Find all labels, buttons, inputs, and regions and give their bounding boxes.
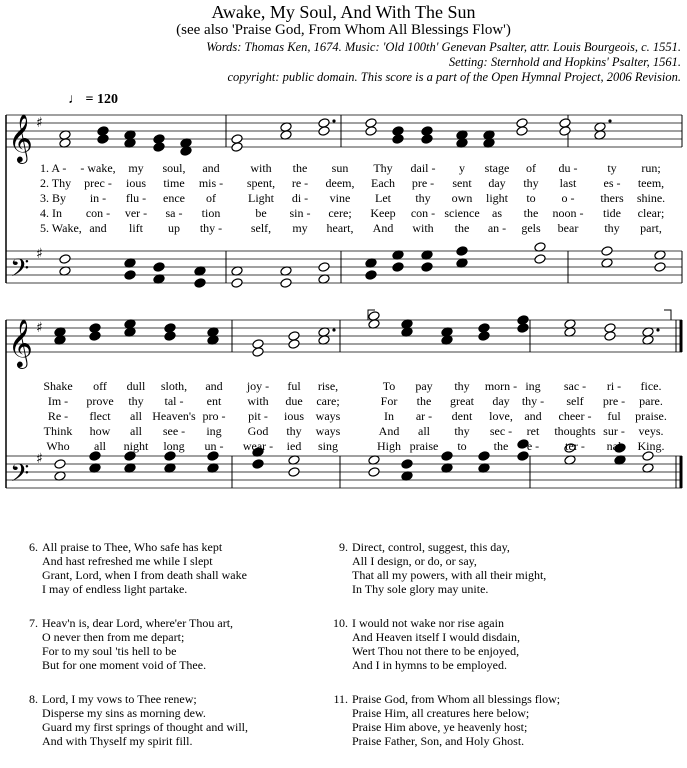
tenor-note (194, 278, 206, 289)
lyric-syllable: tal - (164, 394, 184, 408)
alto-note (153, 142, 165, 153)
lyric-syllable: pre - (411, 176, 435, 190)
verse-line: 8. Lord, I my vows to Thee renew; (14, 692, 334, 706)
lyric-syllable: thoughts (554, 424, 596, 438)
bass-note (318, 262, 330, 273)
alto-note (478, 331, 490, 342)
lyric-syllable: con - (410, 206, 436, 220)
lyric-syllable: and (524, 409, 542, 423)
augmentation-dot (332, 328, 335, 331)
lyric-syllable: see - (162, 424, 186, 438)
key-signature-sharp-icon: ♯ (36, 115, 43, 131)
lyric-syllable: care; (316, 394, 340, 408)
lyric-syllable: the (454, 221, 470, 235)
lyric-syllable: noon - (552, 206, 584, 220)
lyric-syllable: thers (600, 191, 624, 205)
lyric-syllable: 1. A - (40, 161, 67, 175)
verse-line: And Heaven itself I would disdain, (352, 630, 520, 644)
lyric-syllable: to (526, 191, 536, 205)
bass-note (478, 451, 490, 462)
lyric-syllable: sun (331, 161, 349, 175)
bass-note (153, 262, 165, 273)
lyric-syllable: pre - (602, 394, 626, 408)
credit-words-music: Words: Thomas Ken, 1674. Music: 'Old 100th' Genevan Psalter, attr. Louis Bourgeois, c. 1551. (206, 40, 681, 54)
lyric-syllable: heart, (326, 221, 354, 235)
alto-note (516, 126, 528, 137)
verse-number: 6. (29, 540, 38, 554)
alto-note (89, 331, 101, 342)
lyric-syllable: deem, (325, 176, 355, 190)
lyric-syllable: bear (557, 221, 579, 235)
lyric-syllable: es - (603, 176, 621, 190)
verse-line: All I design, or do, or say, (352, 554, 477, 568)
lyric-syllable: day (492, 394, 510, 408)
lyric-syllable: and (89, 221, 107, 235)
lyric-syllable: du - (558, 161, 578, 175)
verse-line: Grant, Lord, when I from death shall wake (42, 568, 247, 582)
lyric-syllable: ar - (415, 409, 433, 423)
lyric-syllable: all (130, 409, 142, 423)
verse-line: Praise Him, all creatures here below; (352, 706, 530, 720)
lyric-syllable: un - (204, 439, 224, 453)
lyric-syllable: vine (329, 191, 351, 205)
lyric-syllable: ways (315, 409, 341, 423)
lyrics-system-2 (43, 379, 666, 453)
hymn-subtitle: (see also 'Praise God, From Whom All Blessings Flow') (176, 22, 511, 38)
tenor-note (252, 459, 264, 470)
verse-line: And I in hymns to be employed. (352, 658, 507, 672)
lyric-syllable: and (205, 379, 223, 393)
lyric-syllable: teem, (637, 176, 665, 190)
repeat-bracket-right (664, 310, 671, 320)
lyric-syllable: of (206, 191, 216, 205)
lyric-syllable: thy (128, 394, 144, 408)
lyric-syllable: veys. (638, 424, 664, 438)
lyric-syllable: due (285, 394, 303, 408)
bass-note (54, 459, 66, 470)
lyric-syllable: the (493, 439, 509, 453)
lyric-syllable: thy (523, 176, 539, 190)
lyric-syllable: And (378, 424, 400, 438)
verse-line: Praise Him above, ye heavenly host; (352, 720, 528, 734)
verse-line: Praise Father, Son, and Holy Ghost. (352, 734, 525, 748)
key-signature-sharp-icon: ♯ (36, 246, 43, 262)
lyric-syllable: sing (317, 439, 339, 453)
lyric-syllable: Im - (47, 394, 69, 408)
lyric-syllable: light (485, 191, 509, 205)
lyric-syllable: and (202, 161, 220, 175)
verse-line: That all my powers, with all their might, (352, 568, 547, 582)
lyric-syllable: prec - (84, 176, 112, 190)
lyric-syllable: in - (89, 191, 107, 205)
tenor-note (280, 278, 292, 289)
verse-line: In Thy sole glory may unite. (352, 582, 489, 596)
lyric-syllable: part, (640, 221, 662, 235)
lyric-syllable: ways (315, 424, 341, 438)
lyric-syllable: ing (206, 424, 222, 438)
lyric-syllable: spent, (246, 176, 276, 190)
lyric-syllable: all (418, 424, 430, 438)
lyric-syllable: all (130, 424, 142, 438)
lyric-syllable: thy (415, 191, 431, 205)
lyric-syllable: tion (201, 206, 221, 220)
lyric-syllable: sec - (489, 424, 513, 438)
lyric-syllable: pay (415, 379, 433, 393)
lyric-syllable: di - (291, 191, 309, 205)
lyric-syllable: with (412, 221, 434, 235)
lyric-syllable: science (444, 206, 480, 220)
bass-note (601, 246, 613, 257)
tempo-value: = 120 (85, 92, 118, 107)
tenor-note (534, 254, 546, 265)
lyric-syllable: gels (521, 221, 541, 235)
verse-stanza (324, 540, 674, 596)
lyric-syllable: up (168, 221, 180, 235)
lyric-syllable: tide (603, 206, 621, 220)
lyric-syllable: of (526, 161, 536, 175)
lyric-syllable: Thy (373, 161, 393, 175)
treble-clef-icon: 𝄞 (8, 318, 33, 367)
lyric-syllable: stage (484, 161, 510, 175)
lyric-syllable: And (372, 221, 394, 235)
lyric-syllable: day (488, 176, 506, 190)
bass-clef-icon: 𝄢 (10, 254, 30, 289)
lyric-syllable: sac - (563, 379, 587, 393)
lyric-syllable: flu - (125, 191, 147, 205)
credit-copyright: copyright: public domain. This score is a part of the Open Hymnal Project, 2006 Revision. (227, 70, 681, 84)
verses-right-column (324, 540, 674, 768)
lyric-syllable: con - (85, 206, 111, 220)
tenor-note (288, 467, 300, 478)
verse-line: 9. Direct, control, suggest, this day, (324, 540, 674, 554)
lyric-syllable: love, (489, 409, 513, 423)
lyric-syllable: ter - (565, 439, 585, 453)
lyric-syllable: thy (286, 424, 302, 438)
alto-note (252, 347, 264, 358)
lyric-syllable: High (377, 439, 401, 453)
lyric-syllable: with (250, 161, 272, 175)
lyric-syllable: ful (287, 379, 301, 393)
lyric-syllable: Heaven's (152, 409, 196, 423)
lyric-syllable: To (382, 379, 396, 393)
alto-note (365, 126, 377, 137)
alto-note (318, 126, 330, 137)
verse-stanza (324, 692, 674, 748)
hymn-title: Awake, My Soul, And With The Sun (211, 2, 476, 22)
alto-note (231, 142, 243, 153)
lyric-syllable: praise (409, 439, 439, 453)
lyric-syllable: Re - (47, 409, 69, 423)
verse-stanza (324, 616, 674, 672)
lyric-syllable: ful (607, 409, 621, 423)
lyric-syllable: off (93, 379, 107, 393)
lyric-syllable: as (492, 206, 502, 220)
lyric-syllable: Who (46, 439, 70, 453)
lyric-syllable: King. (637, 439, 665, 453)
lyric-syllable: long (163, 439, 185, 453)
lyric-syllable: God (247, 424, 269, 438)
lyric-syllable: the (416, 394, 432, 408)
lyric-syllable: ver - (124, 206, 148, 220)
lyric-syllable: ious (283, 409, 305, 423)
lyric-syllable: dent (451, 409, 473, 423)
lyric-syllable: In (384, 409, 394, 423)
tenor-note (421, 262, 433, 273)
lyric-syllable: thy (454, 379, 470, 393)
lyric-syllable: praise. (635, 409, 667, 423)
lyric-syllable: re - (291, 176, 309, 190)
lyric-syllable: to (457, 439, 467, 453)
lyric-syllable: pit - (248, 409, 268, 423)
quarter-note-icon: ♩ (68, 92, 82, 107)
lyric-syllable: thy - (199, 221, 223, 235)
verse-line: Wert Thou not there to be enjoyed, (352, 644, 520, 658)
verse-stanza (14, 540, 334, 596)
verse-number: 8. (29, 692, 38, 706)
lyric-syllable: 4. In (40, 206, 62, 220)
bass-note (401, 459, 413, 470)
alto-note (517, 323, 529, 334)
lyric-syllable: Let (375, 191, 391, 205)
alto-note (559, 126, 571, 137)
lyric-syllable: Light (248, 191, 274, 205)
lyric-syllable: cere; (328, 206, 352, 220)
lyric-syllable: ied (286, 439, 302, 453)
lyric-syllable: clear; (637, 206, 665, 220)
lyric-syllable: last (559, 176, 577, 190)
verse-line: But for one moment void of Thee. (42, 658, 207, 672)
verse-line: And hast refreshed me while I slept (42, 554, 213, 568)
lyric-syllable: e - (526, 439, 540, 453)
tenor-note (368, 467, 380, 478)
lyric-syllable: own (451, 191, 473, 205)
verse-number: 10. (333, 616, 348, 630)
lyric-syllable: night (123, 439, 149, 453)
bass-staff-2 (6, 456, 682, 488)
lyric-syllable: Think (43, 424, 73, 438)
lyric-syllable: the (292, 161, 308, 175)
lyric-syllable: joy - (246, 379, 270, 393)
alto-note (392, 134, 404, 145)
alto-note (288, 339, 300, 350)
verse-number: 7. (29, 616, 38, 630)
lyric-syllable: ing (525, 379, 541, 393)
lyric-syllable: thy (604, 221, 620, 235)
lyric-syllable: rise, (317, 379, 339, 393)
verse-line: 6. All praise to Thee, Who safe has kept (14, 540, 334, 554)
tenor-note (231, 278, 243, 289)
lyric-syllable: For (380, 394, 398, 408)
lyric-syllable: ty (607, 161, 617, 175)
verse-line: Disperse my sins as morning dew. (42, 706, 206, 720)
lyric-syllable: flect (89, 409, 111, 423)
lyric-syllable: ret (526, 424, 540, 438)
lyric-syllable: great (450, 394, 474, 408)
lyric-syllable: Each (371, 176, 395, 190)
verse-line: 11. Praise God, from Whom all blessings flow; (324, 692, 674, 706)
lyric-syllable: Keep (370, 206, 396, 220)
lyric-syllable: y (459, 161, 465, 175)
lyric-syllable: sloth, (160, 379, 188, 393)
tenor-note (124, 270, 136, 281)
lyric-syllable: all (94, 439, 106, 453)
lyric-syllable: pare. (639, 394, 663, 408)
alto-note (97, 134, 109, 145)
lyric-syllable: an - (487, 221, 507, 235)
lyric-syllable: my (292, 221, 308, 235)
lyric-syllable: Shake (43, 379, 73, 393)
lyric-syllable: morn - (484, 379, 518, 393)
lyric-syllable: pro - (202, 409, 226, 423)
verse-line: Guard my first springs of thought and will, (42, 720, 248, 734)
verse-line: 10. I would not wake nor rise again (324, 616, 674, 630)
bass-note (59, 254, 71, 265)
verse-line: 7. Heav'n is, dear Lord, where'er Thou art, (14, 616, 334, 630)
lyric-syllable: ence (163, 191, 185, 205)
lyric-syllable: - wake, (80, 161, 116, 175)
treble-clef-icon: 𝄞 (8, 113, 33, 162)
lyric-syllable: o - (561, 191, 575, 205)
lyric-syllable: sa - (165, 206, 183, 220)
verse-line: And with Thyself my spirit fill. (42, 734, 193, 748)
credit-setting: Setting: Sternhold and Hopkins' Psalter, 1561. (448, 55, 681, 69)
tenor-note (654, 262, 666, 273)
lyric-syllable: fice. (640, 379, 662, 393)
lyric-syllable: my (128, 161, 144, 175)
bass-clef-icon: 𝄢 (10, 459, 30, 494)
lyric-syllable: shine. (636, 191, 666, 205)
lyric-syllable: ri - (606, 379, 622, 393)
lyric-syllable: self, (250, 221, 272, 235)
lyric-syllable: nal (606, 439, 622, 453)
lyric-syllable: prove (86, 394, 114, 408)
lyric-syllable: time (163, 176, 185, 190)
verses-left-column (14, 540, 334, 768)
lyric-syllable: thy - (521, 394, 545, 408)
lyric-syllable: cheer - (558, 409, 592, 423)
verse-stanza (14, 616, 334, 672)
lyric-syllable: thy (454, 424, 470, 438)
augmentation-dot (608, 119, 611, 122)
tenor-note (392, 262, 404, 273)
lyric-syllable: lift (129, 221, 143, 235)
lyric-syllable: mis - (198, 176, 224, 190)
augmentation-dot (332, 119, 335, 122)
lyric-syllable: 5. Wake, (40, 221, 82, 235)
verse-line: O never then from me depart; (42, 630, 185, 644)
verse-number: 9. (339, 540, 348, 554)
bass-note (441, 451, 453, 462)
lyric-syllable: 2. Thy (40, 176, 72, 190)
alto-note (164, 331, 176, 342)
lyric-syllable: sin - (289, 206, 311, 220)
lyric-syllable: wear - (242, 439, 274, 453)
alto-note (421, 134, 433, 145)
lyric-syllable: with (247, 394, 269, 408)
lyric-syllable: 3. By (40, 191, 67, 205)
lyric-syllable: dail - (410, 161, 436, 175)
treble-staff-2 (6, 320, 682, 352)
lyric-syllable: how (89, 424, 111, 438)
lyric-syllable: sur - (603, 424, 625, 438)
verse-line: For to my soul 'tis hell to be (42, 644, 177, 658)
key-signature-sharp-icon: ♯ (36, 451, 43, 467)
alto-note (604, 331, 616, 342)
lyric-syllable: soul, (162, 161, 186, 175)
lyric-syllable: ent (206, 394, 222, 408)
lyric-syllable: sent (452, 176, 472, 190)
bass-note (456, 246, 468, 257)
lyric-syllable: the (523, 206, 539, 220)
lyric-syllable: self (566, 394, 584, 408)
tenor-note (365, 270, 377, 281)
key-signature-sharp-icon: ♯ (36, 320, 43, 336)
verse-line: I may of endless light partake. (42, 582, 188, 596)
bass-staff-1 (6, 251, 682, 283)
lyric-syllable: ious (125, 176, 147, 190)
lyric-syllable: run; (641, 161, 661, 175)
lyrics-system-1 (40, 161, 665, 235)
lyric-syllable: be (255, 206, 267, 220)
verse-number: 11. (333, 692, 348, 706)
augmentation-dot (656, 328, 659, 331)
lyric-syllable: dull (126, 379, 146, 393)
verse-stanza (14, 692, 334, 748)
